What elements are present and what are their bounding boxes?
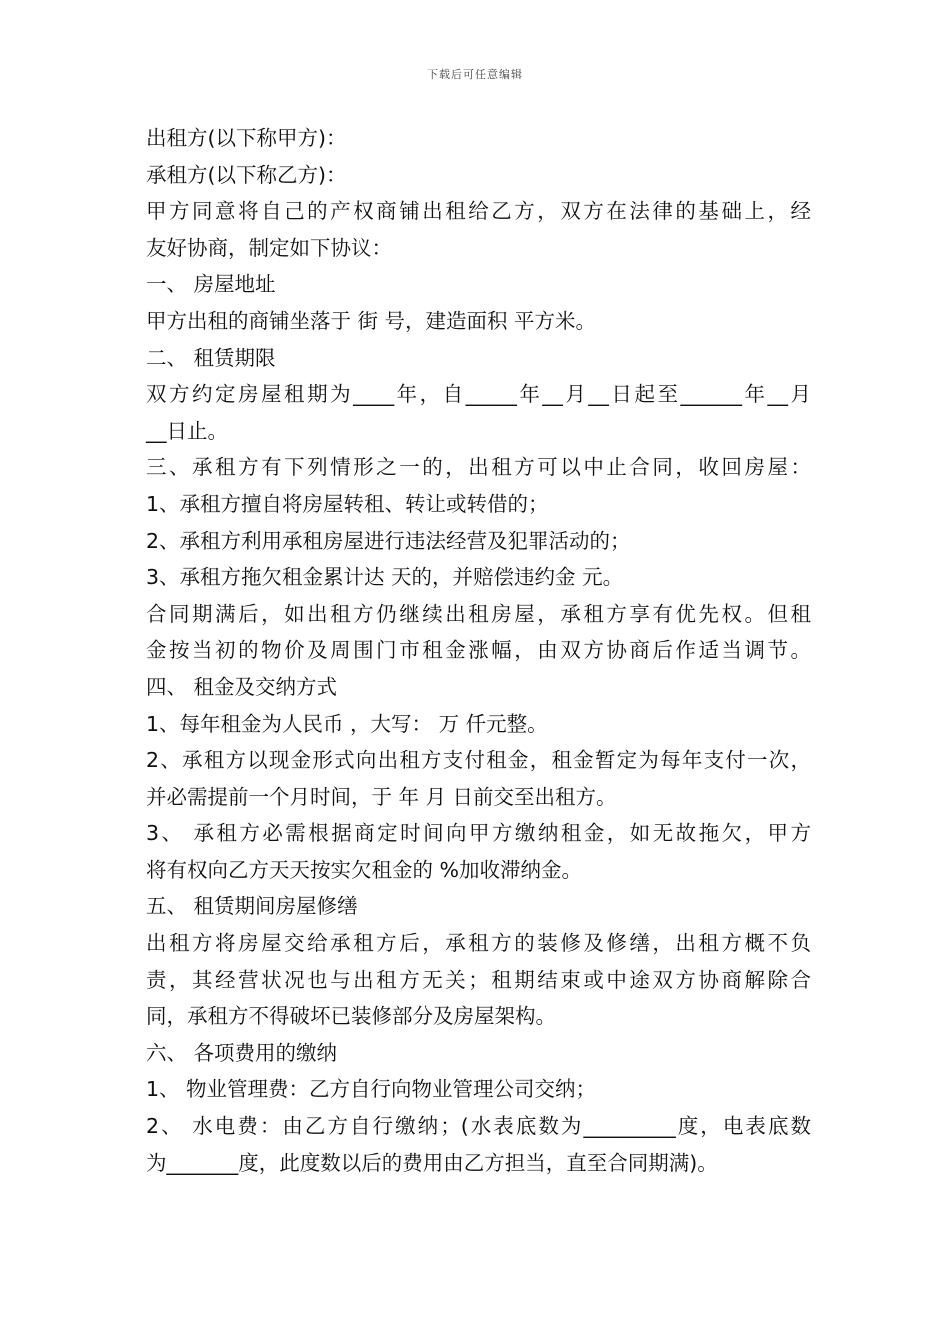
text-line: 为_______度，此度数以后的费用由乙方担当，直至合同期满)。 (146, 1150, 718, 1175)
page-header-note: 下载后可任意编辑 (427, 68, 523, 81)
text-line: 出租方(以下称甲方)： (146, 126, 347, 150)
text-line: 同，承租方不得破坏已装修部分及房屋架构。 (146, 1004, 556, 1029)
document-body (146, 120, 811, 1181)
text-line: 将有权向乙方天天按实欠租金的 %加收滞纳金。 (146, 857, 582, 882)
text-line: 2、承租方以现金形式向出租方支付租金，租金暂定为每年支付一次， (146, 748, 811, 773)
text-line: 出租方将房屋交给承租方后，承租方的装修及修缮，出租方概不负 (146, 931, 811, 956)
text-line: 1、 物业管理费：乙方自行向物业管理公司交纳； (146, 1077, 597, 1102)
section-heading: 二、 租赁期限 (146, 345, 276, 370)
text-line: 2、 水电费：由乙方自行缴纳；(水表底数为_________度，电表底数 (146, 1114, 811, 1139)
text-line: 3、 承租方必需根据商定时间向甲方缴纳租金，如无故拖欠，甲方 (146, 821, 811, 846)
text-line: 甲方出租的商铺坐落于 街 号，建造面积 平方米。 (146, 308, 597, 333)
section-heading: 一、 房屋地址 (146, 272, 276, 297)
section-heading: 五、 租赁期间房屋修缮 (146, 894, 358, 919)
text-line: 合同期满后，如出租方仍继续出租房屋，承租方享有优先权。但租 (146, 601, 811, 626)
text-line: 金按当初的物价及周围门市租金涨幅，由双方协商后作适当调节。 (146, 638, 811, 663)
text-line: __日止。 (146, 418, 228, 443)
text-line: 2、承租方利用承租房屋进行违法经营及犯罪活动的； (146, 528, 631, 553)
text-line: 并必需提前一个月时间，于 年 月 日前交至出租方。 (146, 784, 617, 809)
text-line: 3、承租方拖欠租金累计达 天的，并赔偿违约金 元。 (146, 565, 624, 590)
text-line: 1、承租方擅自将房屋转租、转让或转借的； (146, 491, 549, 516)
text-line: 责，其经营状况也与出租方无关；租期结束或中途双方协商解除合 (146, 967, 811, 992)
section-heading: 三、承租方有下列情形之一的，出租方可以中止合同，收回房屋： (146, 455, 811, 480)
section-heading: 四、 租金及交纳方式 (146, 674, 338, 699)
section-heading: 六、 各项费用的缴纳 (146, 1040, 338, 1065)
text-line: 双方约定房屋租期为____年，自_____年__月__日起至______年__月 (146, 382, 811, 407)
text-line: 1、每年租金为人民币 ，大写： 万 仟元整。 (146, 711, 548, 736)
text-line: 承租方(以下称乙方)： (146, 162, 347, 187)
text-line: 友好协商，制定如下协议： (146, 235, 392, 260)
text-line: 甲方同意将自己的产权商铺出租给乙方，双方在法律的基础上，经 (146, 199, 811, 224)
